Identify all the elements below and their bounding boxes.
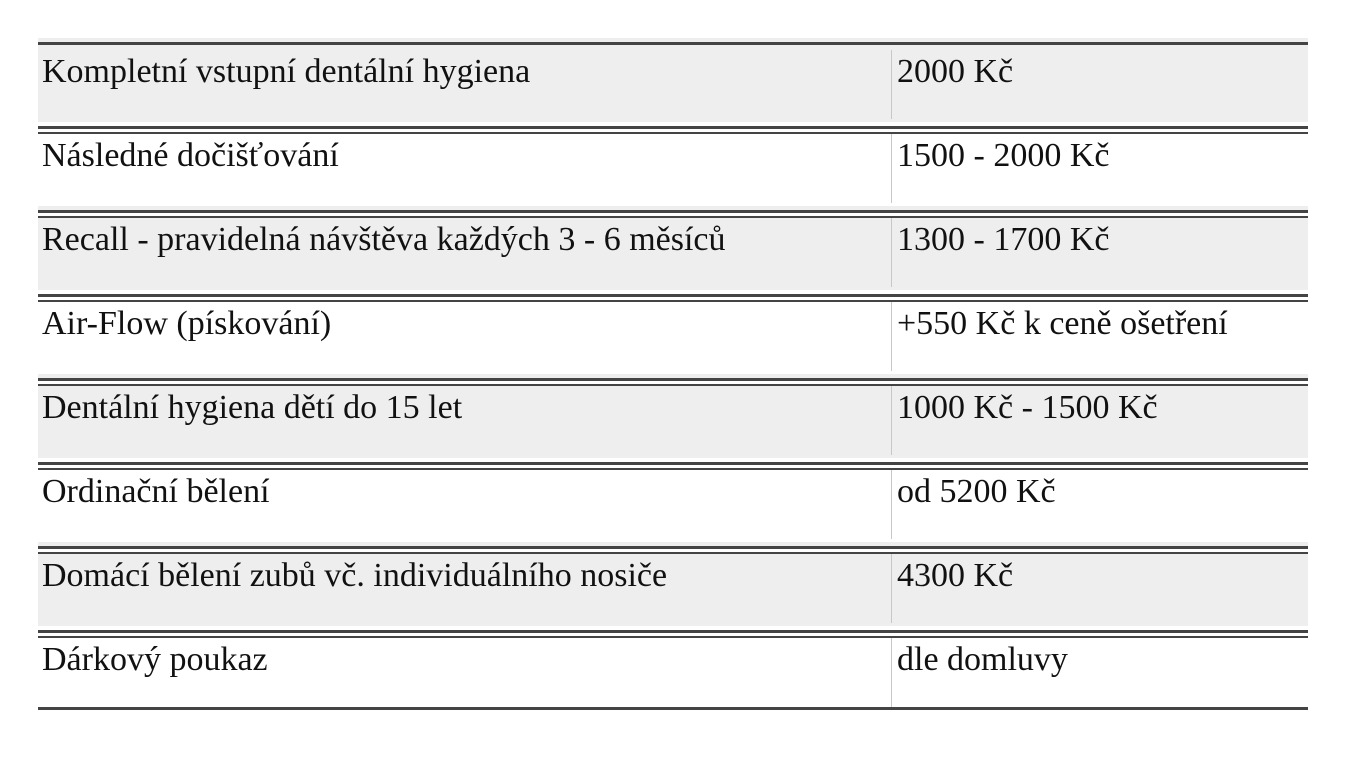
- service-price: od 5200 Kč: [891, 470, 1308, 539]
- table-row: [38, 38, 1308, 122]
- price-table: [38, 38, 1308, 710]
- service-name: Kompletní vstupní dentální hygiena: [42, 53, 531, 90]
- row-rule: [38, 210, 1308, 218]
- service-price: dle domluvy: [891, 638, 1308, 707]
- table-row: [38, 206, 1308, 290]
- table-row: [38, 290, 1308, 374]
- table-row: [38, 542, 1308, 626]
- table-row: [38, 458, 1308, 542]
- table-row: [38, 122, 1308, 206]
- service-name: Ordinační bělení: [42, 473, 270, 510]
- service-price: 4300 Kč: [891, 554, 1308, 623]
- service-price: 1000 Kč - 1500 Kč: [891, 386, 1308, 455]
- row-rule: [38, 462, 1308, 470]
- table-bottom-rule: [38, 707, 1308, 710]
- service-price: 1300 - 1700 Kč: [891, 218, 1308, 287]
- row-rule: [38, 378, 1308, 386]
- row-rule: [38, 294, 1308, 302]
- service-name: Následné dočišťování: [42, 137, 339, 174]
- row-rule: [38, 546, 1308, 554]
- service-name: Air-Flow (pískování): [42, 305, 332, 342]
- service-name: Dárkový poukaz: [42, 641, 268, 678]
- row-rule: [38, 42, 1308, 45]
- service-name: Recall - pravidelná návštěva každých 3 - 6 měsíců: [42, 221, 726, 258]
- service-name: Dentální hygiena dětí do 15 let: [42, 389, 463, 426]
- service-price: 1500 - 2000 Kč: [891, 134, 1308, 203]
- row-rule: [38, 126, 1308, 134]
- service-name: Domácí bělení zubů vč. individuálního nosiče: [42, 557, 668, 594]
- table-row: [38, 626, 1308, 710]
- table-row: [38, 374, 1308, 458]
- service-price: +550 Kč k ceně ošetření: [891, 302, 1308, 371]
- row-rule: [38, 630, 1308, 638]
- service-price: 2000 Kč: [891, 50, 1308, 119]
